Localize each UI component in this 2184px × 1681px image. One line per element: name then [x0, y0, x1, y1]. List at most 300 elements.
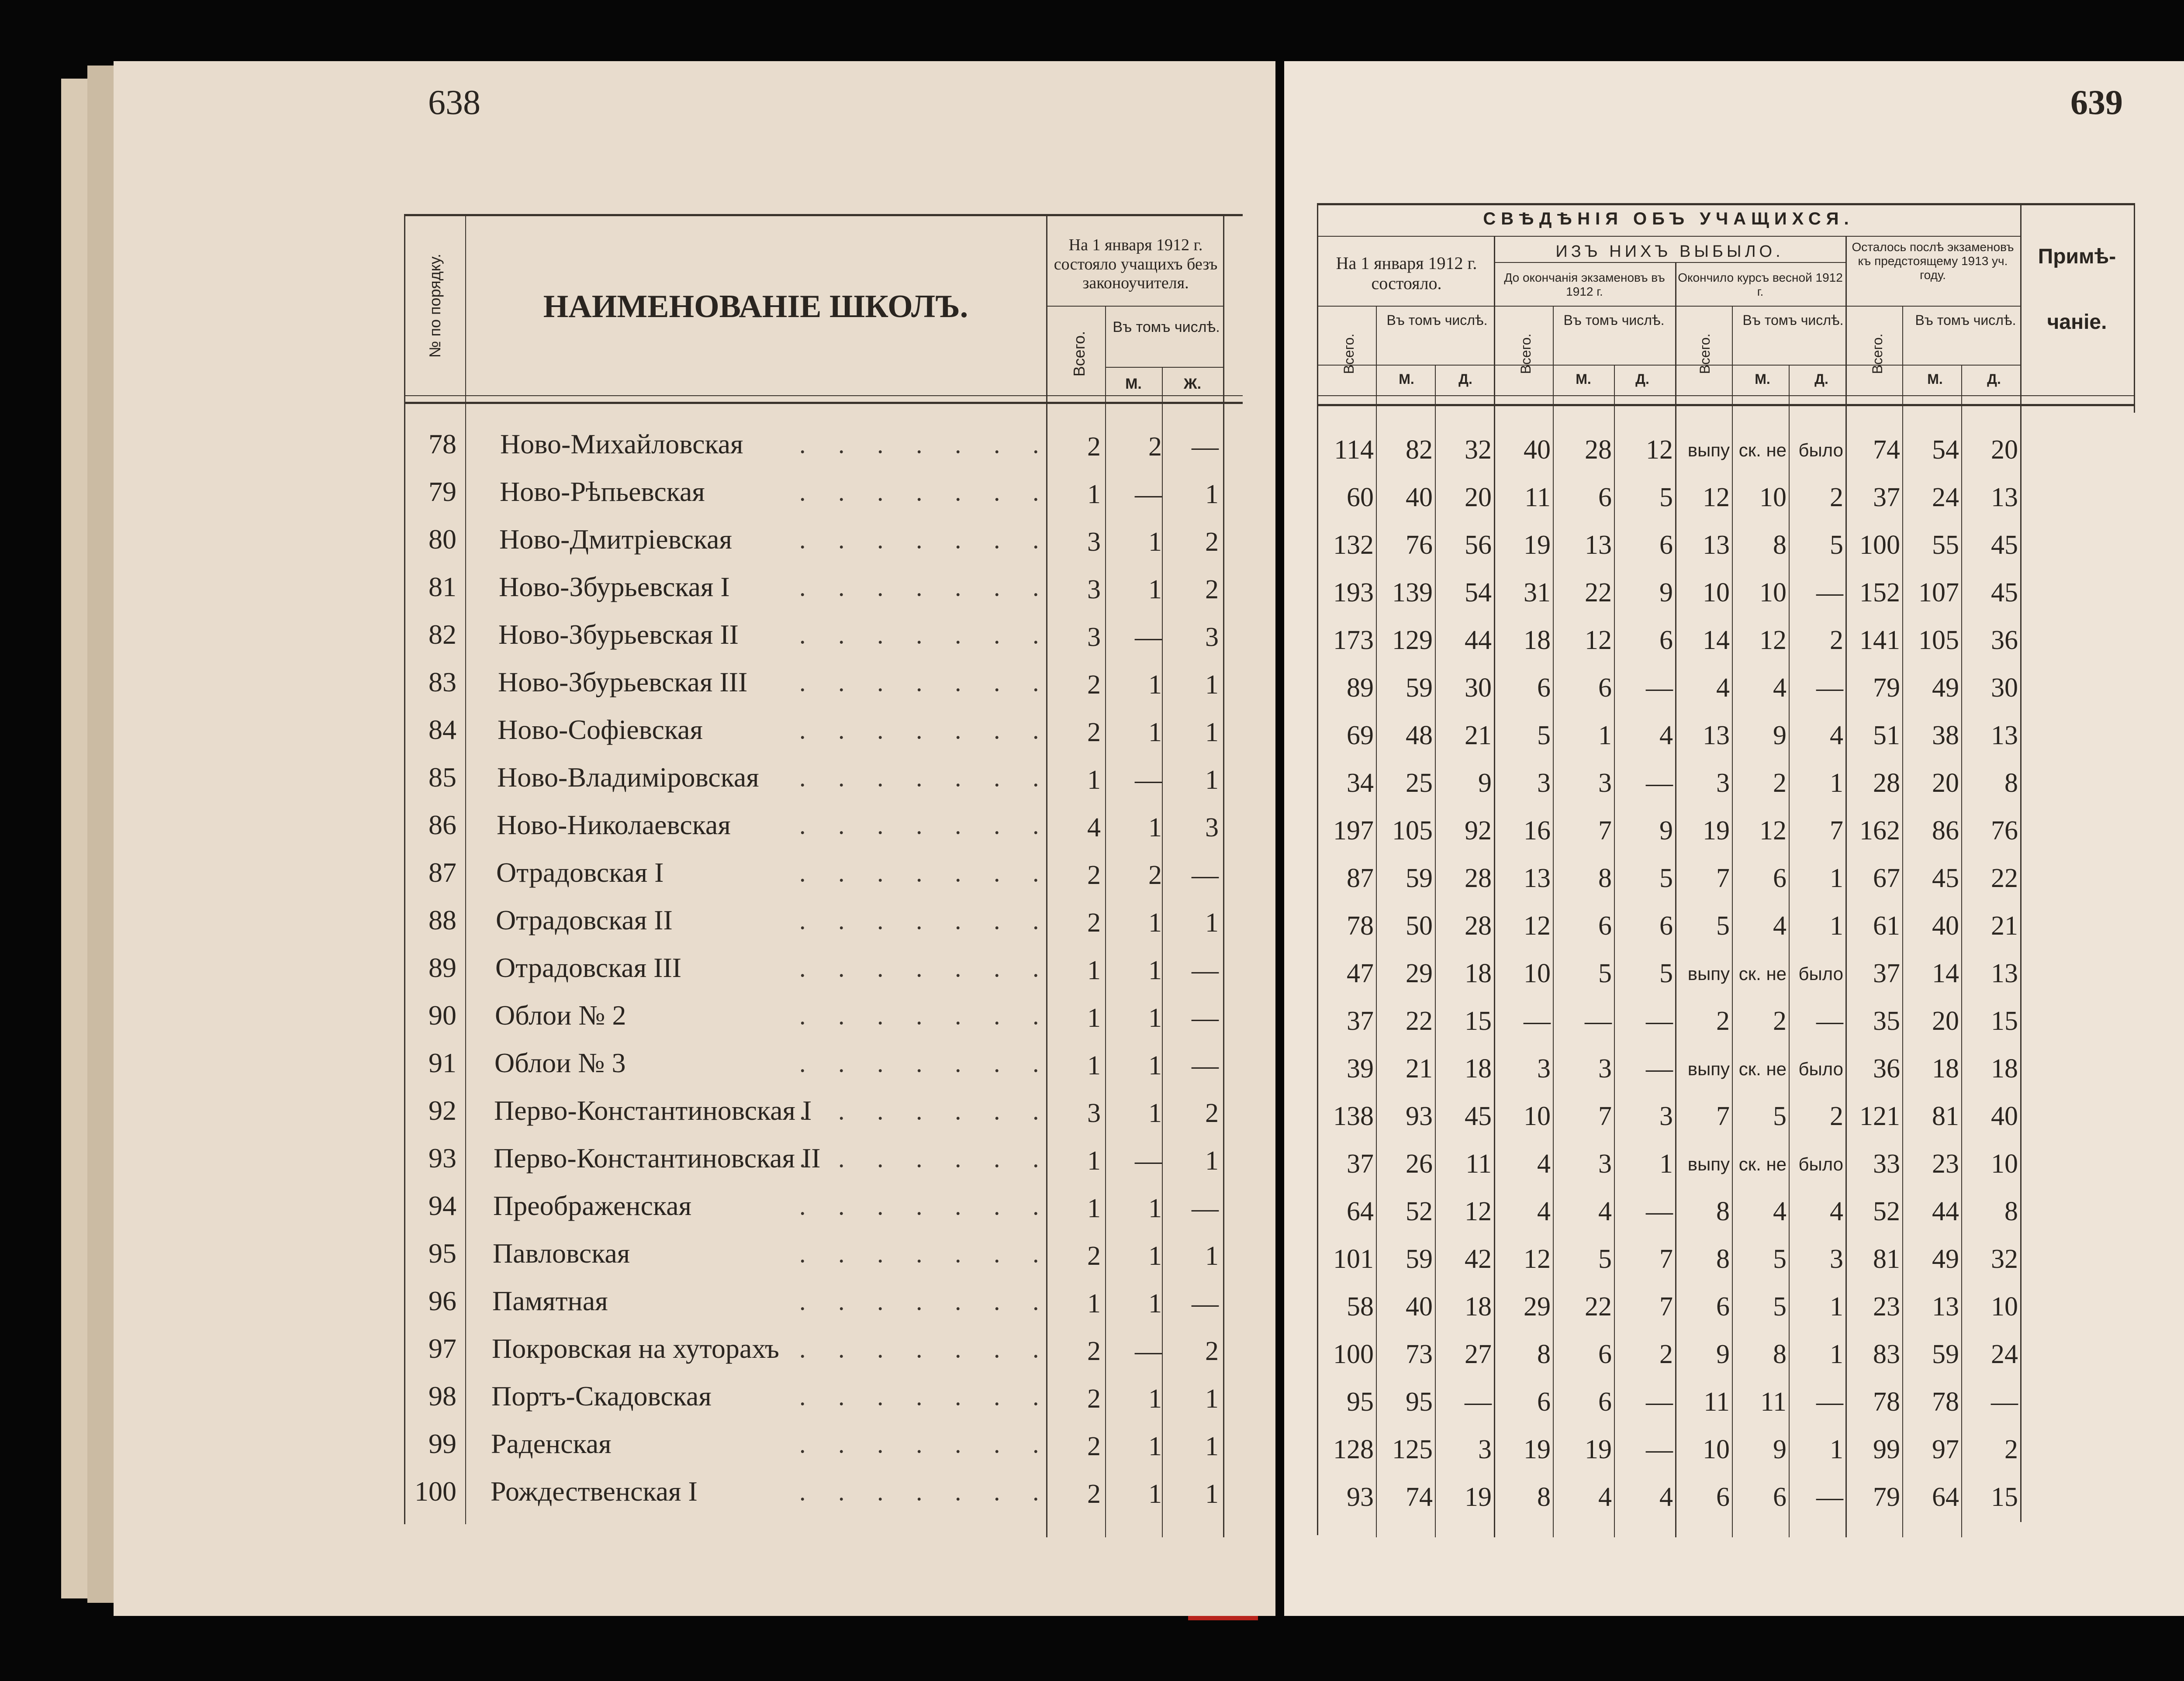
fin-m: 12 [1759, 816, 1787, 846]
teachers-m: 1 [1148, 1051, 1162, 1080]
dot-leader: . . . . . . . [799, 621, 1052, 649]
fin-f: 5 [1830, 530, 1843, 560]
left-group-rule [1046, 306, 1223, 307]
teachers-f: 1 [1205, 1241, 1219, 1271]
fin-f: было [1798, 1059, 1843, 1079]
drop-total: 31 [1524, 578, 1551, 608]
jan-total: 95 [1347, 1387, 1374, 1417]
jan-total: 37 [1347, 1149, 1374, 1179]
fin-f: 2 [1830, 1101, 1843, 1131]
jan-m: 52 [1406, 1197, 1433, 1226]
rem-total: 78 [1873, 1387, 1900, 1417]
jan-m: 93 [1406, 1101, 1433, 1131]
rem-total: 37 [1873, 483, 1900, 512]
rem-total: 35 [1873, 1006, 1900, 1036]
rem-total: 79 [1873, 1482, 1900, 1512]
jan-f: 18 [1465, 1292, 1492, 1322]
drop-f: 2 [1659, 1339, 1673, 1369]
jan-f: 18 [1465, 959, 1492, 988]
teachers-m: 1 [1148, 1194, 1162, 1223]
right-subheader-subgroup-4: Въ томъ числѣ. [1915, 312, 2016, 328]
jan-m: 48 [1406, 721, 1433, 750]
right-col-rule-3 [1553, 306, 1554, 1537]
drop-m: 6 [1598, 1339, 1612, 1369]
teachers-m: — [1135, 622, 1162, 652]
fin-f: — [1816, 673, 1843, 703]
fin-m: 9 [1773, 1435, 1787, 1464]
fin-f: 1 [1830, 911, 1843, 941]
jan-m: 22 [1406, 1006, 1433, 1036]
fin-m: ск. не [1738, 1154, 1787, 1174]
drop-m: 22 [1585, 578, 1612, 608]
col-header-teachers-total: Всего. [1070, 331, 1088, 377]
teachers-total: 3 [1087, 575, 1101, 604]
fin-m: 10 [1759, 578, 1787, 608]
dot-leader: . . . . . . . [799, 668, 1052, 697]
teachers-f: 2 [1205, 527, 1219, 557]
rem-m: 86 [1932, 816, 1959, 846]
jan-m: 105 [1392, 816, 1433, 846]
teachers-total: 2 [1087, 1432, 1101, 1461]
dot-leader: . . . . . . . [799, 1192, 1052, 1220]
right-subheader-f-1: Д. [1458, 371, 1472, 387]
left-table-left-border [404, 214, 405, 1524]
row-number: 98 [429, 1381, 456, 1412]
rem-m: 14 [1932, 959, 1959, 988]
jan-m: 40 [1406, 1292, 1433, 1322]
fin-f: — [1816, 1006, 1843, 1036]
school-name: Рождественская I [491, 1476, 698, 1507]
dot-leader: . . . . . . . [799, 763, 1052, 792]
drop-total: 12 [1524, 1244, 1551, 1274]
col-header-no: № по порядку. [426, 253, 444, 358]
fin-total: 3 [1716, 768, 1730, 798]
rem-f: 10 [1991, 1149, 2018, 1179]
rem-total: 37 [1873, 959, 1900, 988]
fin-total: 9 [1716, 1339, 1730, 1369]
row-number: 92 [429, 1095, 456, 1126]
teachers-m: — [1135, 480, 1162, 509]
fin-total: 8 [1716, 1244, 1730, 1274]
dot-leader: . . . . . . . [799, 430, 1052, 459]
drop-f: — [1646, 1435, 1673, 1464]
drop-total: 29 [1524, 1292, 1551, 1322]
drop-m: 22 [1585, 1292, 1612, 1322]
dot-leader: . . . . . . . [799, 1144, 1052, 1173]
drop-m: 6 [1598, 483, 1612, 512]
drop-m: 5 [1598, 959, 1612, 988]
fin-f: 1 [1830, 1339, 1843, 1369]
right-col-rule-1 [1376, 306, 1377, 1537]
jan-total: 78 [1347, 911, 1374, 941]
row-number: 78 [429, 428, 456, 459]
jan-m: 129 [1392, 625, 1433, 655]
teachers-m: 1 [1148, 718, 1162, 747]
jan-m: 25 [1406, 768, 1433, 798]
jan-total: 60 [1347, 483, 1374, 512]
right-subheader-total-3: Всего. [1697, 333, 1713, 374]
drop-total: 8 [1537, 1482, 1551, 1512]
drop-m: 5 [1598, 1244, 1612, 1274]
dot-leader: . . . . . . . [799, 1477, 1052, 1506]
col-header-teachers-group: На 1 января 1912 г. состояло учащихъ безъ законоучителя. [1054, 236, 1218, 293]
right-header-bottom-rule [1317, 395, 2134, 396]
fin-m: 4 [1773, 1197, 1787, 1226]
jan-total: 114 [1334, 435, 1374, 465]
teachers-total: 2 [1087, 1241, 1101, 1271]
fin-total: выпу [1687, 440, 1730, 460]
jan-total: 138 [1333, 1101, 1374, 1131]
rem-m: 81 [1932, 1101, 1959, 1131]
rem-m: 54 [1932, 435, 1959, 465]
jan-m: 21 [1406, 1054, 1433, 1084]
fin-f: — [1816, 1482, 1843, 1512]
rem-total: 79 [1873, 673, 1900, 703]
school-name: Портъ-Скадовская [491, 1381, 712, 1412]
teachers-f: 1 [1205, 908, 1219, 938]
jan-total: 64 [1347, 1197, 1374, 1226]
drop-total: — [1524, 1006, 1551, 1036]
teachers-m: 1 [1148, 1003, 1162, 1033]
school-name: Памятная [492, 1285, 608, 1316]
teachers-m: 1 [1148, 1432, 1162, 1461]
left-m-col-rule [1162, 367, 1163, 1537]
jan-total: 69 [1347, 721, 1374, 750]
fin-total: выпу [1687, 1059, 1730, 1079]
row-number: 94 [429, 1190, 456, 1221]
teachers-f: 1 [1205, 1384, 1219, 1414]
left-no-col-rule [465, 214, 466, 1524]
rem-total: 141 [1859, 625, 1900, 655]
right-leftout-rule [1494, 262, 1845, 263]
drop-f: 7 [1659, 1244, 1673, 1274]
rem-total: 99 [1873, 1435, 1900, 1464]
teachers-f: — [1192, 956, 1219, 985]
drop-f: 9 [1659, 816, 1673, 846]
rem-f: — [1991, 1387, 2018, 1417]
col-header-school-name: НАИМЕНОВАНІЕ ШКОЛЪ. [543, 289, 968, 324]
row-number: 83 [429, 666, 456, 697]
rem-total: 67 [1873, 863, 1900, 893]
jan-total: 197 [1333, 816, 1374, 846]
rem-total: 33 [1873, 1149, 1900, 1179]
fin-total: 10 [1703, 578, 1730, 608]
jan-f: 18 [1465, 1054, 1492, 1084]
rem-f: 21 [1991, 911, 2018, 941]
fin-f: 1 [1830, 863, 1843, 893]
jan-total: 100 [1333, 1339, 1374, 1369]
jan-f: 3 [1478, 1435, 1492, 1464]
right-notes-col-rule [2020, 203, 2022, 1522]
fin-total: 6 [1716, 1482, 1730, 1512]
rem-total: 61 [1873, 911, 1900, 941]
left-page-number: 638 [428, 83, 480, 122]
fin-total: 11 [1704, 1387, 1730, 1417]
drop-f: 1 [1659, 1149, 1673, 1179]
drop-m: 6 [1598, 911, 1612, 941]
drop-m: 7 [1598, 1101, 1612, 1131]
drop-f: — [1646, 1197, 1673, 1226]
jan-f: 42 [1465, 1244, 1492, 1274]
drop-f: 7 [1659, 1292, 1673, 1322]
drop-f: — [1646, 1054, 1673, 1084]
rem-total: 52 [1873, 1197, 1900, 1226]
rem-f: 18 [1991, 1054, 2018, 1084]
jan-m: 40 [1406, 483, 1433, 512]
drop-f: 12 [1646, 435, 1673, 465]
drop-total: 40 [1524, 435, 1551, 465]
teachers-m: — [1135, 765, 1162, 795]
jan-f: 45 [1465, 1101, 1492, 1131]
rem-total: 81 [1873, 1244, 1900, 1274]
fin-m: 5 [1773, 1244, 1787, 1274]
fin-f: — [1816, 578, 1843, 608]
teachers-total: 1 [1087, 1289, 1101, 1319]
drop-m: 4 [1598, 1197, 1612, 1226]
jan-m: 76 [1406, 530, 1433, 560]
row-number: 97 [429, 1333, 456, 1364]
teachers-f: 1 [1205, 1146, 1219, 1176]
jan-f: 27 [1465, 1339, 1492, 1369]
jan-m: 59 [1406, 863, 1433, 893]
drop-total: 8 [1537, 1339, 1551, 1369]
fin-total: 12 [1703, 483, 1730, 512]
jan-f: 11 [1465, 1149, 1492, 1179]
col-header-teachers-m: М. [1125, 376, 1142, 392]
row-number: 87 [429, 857, 456, 888]
drop-f: 5 [1659, 863, 1673, 893]
rem-f: 13 [1991, 721, 2018, 750]
row-number: 88 [429, 904, 456, 935]
rem-m: 20 [1932, 768, 1959, 798]
right-subheader-total-2: Всего. [1518, 333, 1534, 374]
fin-total: выпу [1687, 1154, 1730, 1174]
right-group-divider-1 [1494, 236, 1495, 1537]
school-name: Ново-Дмитріевская [499, 524, 732, 555]
rem-m: 107 [1918, 578, 1959, 608]
teachers-total: 2 [1087, 860, 1101, 890]
right-group-divider-2 [1675, 262, 1676, 1537]
teachers-total: 2 [1087, 1336, 1101, 1366]
rem-m: 13 [1932, 1292, 1959, 1322]
dot-leader: . . . . . . . [799, 1097, 1052, 1125]
rem-f: 13 [1991, 959, 2018, 988]
jan-m: 29 [1406, 959, 1433, 988]
rem-f: 20 [1991, 435, 2018, 465]
dot-leader: . . . . . . . [799, 525, 1052, 554]
right-col-rule-6 [1789, 365, 1790, 1537]
rem-m: 55 [1932, 530, 1959, 560]
fin-m: 2 [1773, 1006, 1787, 1036]
teachers-f: 1 [1205, 718, 1219, 747]
right-subheader-m-4: М. [1927, 371, 1943, 387]
fin-total: 6 [1716, 1292, 1730, 1322]
teachers-total: 3 [1087, 527, 1101, 557]
jan-total: 39 [1347, 1054, 1374, 1084]
fin-f: 1 [1830, 1435, 1843, 1464]
fin-total: 2 [1716, 1006, 1730, 1036]
drop-total: 3 [1537, 768, 1551, 798]
teachers-total: 2 [1087, 718, 1101, 747]
rem-f: 15 [1991, 1006, 2018, 1036]
right-col-rule-7 [1902, 306, 1903, 1537]
teachers-m: 2 [1148, 432, 1162, 462]
rem-total: 152 [1859, 578, 1900, 608]
fin-total: 8 [1716, 1197, 1730, 1226]
fin-f: — [1816, 1387, 1843, 1417]
jan-m: 59 [1406, 673, 1433, 703]
right-subheader-m-2: М. [1576, 371, 1591, 387]
teachers-f: 2 [1205, 1336, 1219, 1366]
jan-total: 128 [1333, 1435, 1374, 1464]
rem-m: 97 [1932, 1435, 1959, 1464]
rem-m: 49 [1932, 673, 1959, 703]
drop-m: 1 [1598, 721, 1612, 750]
rem-f: 8 [2004, 768, 2018, 798]
dot-leader: . . . . . . . [799, 1049, 1052, 1077]
col-header-teachers-f: Ж. [1183, 376, 1202, 392]
rem-total: 83 [1873, 1339, 1900, 1369]
teachers-f: — [1192, 860, 1219, 890]
row-number: 81 [429, 571, 456, 602]
right-table-left-border [1317, 203, 1318, 1535]
school-name: Ново-Николаевская [497, 809, 731, 840]
teachers-m: 1 [1148, 908, 1162, 938]
right-col-rule-2 [1435, 365, 1436, 1537]
right-header-finished: Окончило курсъ весной 1912 г. [1678, 271, 1843, 299]
fin-m: 11 [1760, 1387, 1787, 1417]
right-subheader-m-3: М. [1755, 371, 1770, 387]
drop-f: 6 [1659, 625, 1673, 655]
drop-f: — [1646, 673, 1673, 703]
rem-total: 36 [1873, 1054, 1900, 1084]
dot-leader: . . . . . . . [799, 478, 1052, 506]
right-subheader-f-3: Д. [1814, 371, 1828, 387]
row-number: 89 [429, 952, 456, 983]
drop-total: 4 [1537, 1149, 1551, 1179]
school-name: Ново-Софіевская [498, 714, 703, 745]
drop-total: 3 [1537, 1054, 1551, 1084]
drop-total: 16 [1524, 816, 1551, 846]
drop-f: 4 [1659, 1482, 1673, 1512]
row-number: 84 [429, 714, 456, 745]
dot-leader: . . . . . . . [799, 954, 1052, 982]
school-name: Ново-Рѣпьевская [500, 476, 705, 507]
fin-f: 2 [1830, 625, 1843, 655]
jan-total: 58 [1347, 1292, 1374, 1322]
rem-total: 23 [1873, 1292, 1900, 1322]
dot-leader: . . . . . . . [799, 1430, 1052, 1458]
fin-m: 12 [1759, 625, 1787, 655]
drop-total: 19 [1524, 1435, 1551, 1464]
right-subheader-f-4: Д. [1987, 371, 2001, 387]
jan-f: — [1465, 1387, 1492, 1417]
right-page-number: 639 [2070, 83, 2123, 122]
row-number: 91 [429, 1047, 456, 1078]
left-subgroup-rule [1105, 367, 1223, 368]
rem-total: 121 [1859, 1101, 1900, 1131]
rem-f: 8 [2004, 1197, 2018, 1226]
teachers-total: 1 [1087, 1003, 1101, 1033]
fin-m: 8 [1773, 530, 1787, 560]
school-name: Перво-Константиновская II [494, 1143, 821, 1174]
right-header-notes-1: Примѣ- [2038, 245, 2116, 268]
drop-f: 5 [1659, 959, 1673, 988]
school-name: Отрадовская III [495, 952, 682, 983]
drop-f: 5 [1659, 483, 1673, 512]
drop-f: 3 [1659, 1101, 1673, 1131]
rem-f: 30 [1991, 673, 2018, 703]
rem-m: 40 [1932, 911, 1959, 941]
left-header-bottom-rule [404, 395, 1243, 396]
left-total-col-rule [1105, 306, 1106, 1537]
teachers-total: 1 [1087, 1146, 1101, 1176]
jan-f: 9 [1478, 768, 1492, 798]
row-number: 95 [429, 1238, 456, 1269]
fin-f: было [1798, 963, 1843, 984]
drop-m: 3 [1598, 768, 1612, 798]
drop-m: 12 [1585, 625, 1612, 655]
row-number: 80 [429, 524, 456, 555]
right-table-title: СВѢДѢНІЯ ОБЪ УЧАЩИХСЯ. [1483, 209, 1854, 228]
jan-total: 34 [1347, 768, 1374, 798]
right-header-left-out: ИЗЪ НИХЪ ВЫБЫЛО. [1555, 242, 1784, 261]
fin-f: 3 [1830, 1244, 1843, 1274]
rem-m: 23 [1932, 1149, 1959, 1179]
right-subheader-m-1: М. [1399, 371, 1414, 387]
right-header-notes-2: чаніе. [2047, 311, 2107, 334]
jan-total: 101 [1333, 1244, 1374, 1274]
jan-f: 56 [1465, 530, 1492, 560]
teachers-f: — [1192, 1194, 1219, 1223]
rem-m: 105 [1918, 625, 1959, 655]
fin-m: ск. не [1738, 1059, 1787, 1079]
school-name: Облои № 3 [494, 1047, 626, 1078]
drop-m: 4 [1598, 1482, 1612, 1512]
fin-total: 7 [1716, 863, 1730, 893]
fin-m: ск. не [1738, 440, 1787, 460]
fin-f: 2 [1830, 483, 1843, 512]
right-subheader-subgroup-2: Въ томъ числѣ. [1563, 312, 1665, 328]
fin-total: 13 [1703, 721, 1730, 750]
teachers-m: 2 [1148, 860, 1162, 890]
right-subgroup-rule [1317, 365, 2020, 366]
teachers-f: — [1192, 1289, 1219, 1319]
teachers-m: 1 [1148, 1384, 1162, 1414]
teachers-f: — [1192, 432, 1219, 462]
drop-f: 9 [1659, 578, 1673, 608]
right-header-before-exam: До окончанія экзаменовъ въ 1912 г. [1504, 271, 1665, 299]
teachers-total: 2 [1087, 908, 1101, 938]
fin-m: 8 [1773, 1339, 1787, 1369]
fin-m: 9 [1773, 721, 1787, 750]
drop-m: 3 [1598, 1054, 1612, 1084]
fin-m: 2 [1773, 768, 1787, 798]
teachers-m: 1 [1148, 670, 1162, 700]
right-header-bottom-rule-2 [1317, 404, 2134, 406]
drop-m: — [1585, 1006, 1612, 1036]
teachers-total: 1 [1087, 1051, 1101, 1080]
rem-m: 18 [1932, 1054, 1959, 1084]
jan-total: 87 [1347, 863, 1374, 893]
rem-f: 76 [1991, 816, 2018, 846]
jan-total: 47 [1347, 959, 1374, 988]
teachers-total: 1 [1087, 1194, 1101, 1223]
fin-f: 1 [1830, 768, 1843, 798]
school-name: Перво-Константиновская I [494, 1095, 812, 1126]
rem-f: 45 [1991, 530, 2018, 560]
jan-m: 50 [1406, 911, 1433, 941]
